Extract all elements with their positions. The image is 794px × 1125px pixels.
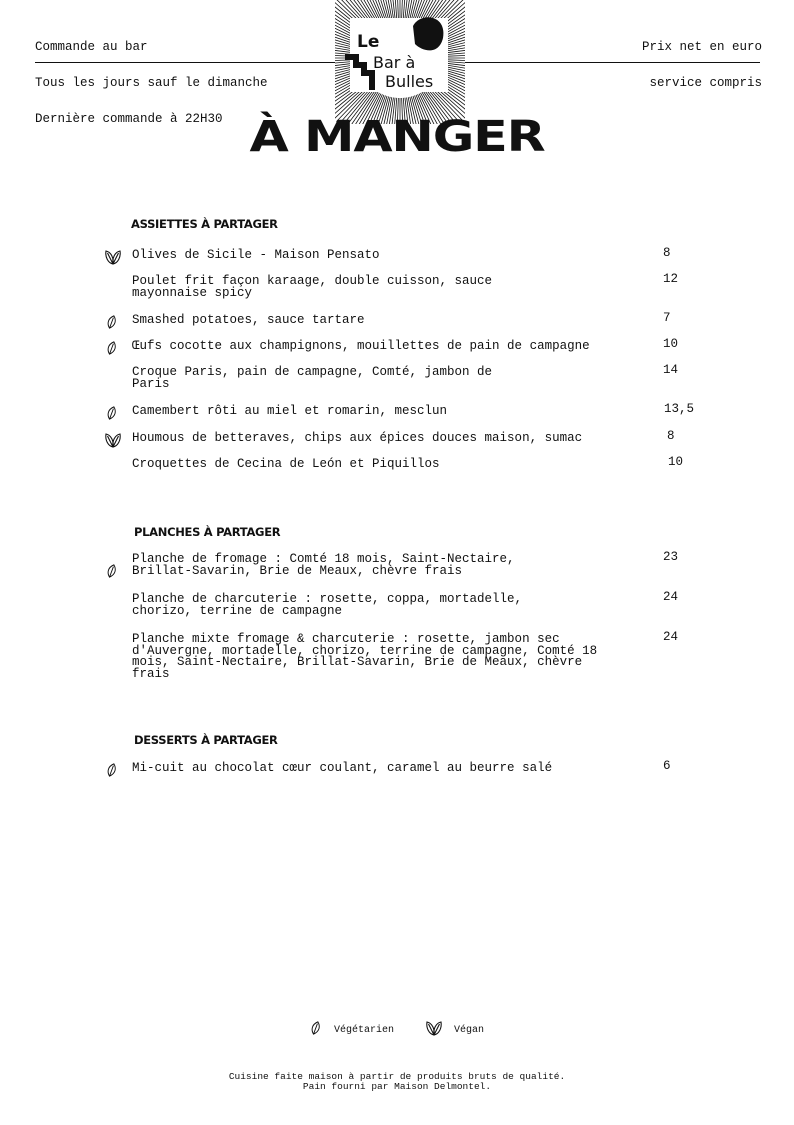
price-info: [642, 17, 762, 101]
vegetarian-leaf-icon: [106, 762, 122, 778]
menu-item-name: Œufs cocotte aux champignons, mouillettes de pain de campagne: [132, 339, 590, 353]
vegan-leaves-icon: [103, 249, 119, 265]
menu-item-price: 24: [663, 590, 679, 604]
menu-item-price: 7: [663, 311, 671, 325]
menu-item-name: Croquettes de Cecina de León et Piquillos: [132, 457, 440, 471]
logo-line-3: Bulles: [385, 72, 434, 91]
legend-vegan: Végan: [454, 1024, 485, 1036]
menu-item-name: Croque Paris, pain de campagne, Comté, jambon de Paris: [132, 365, 493, 391]
section-title: ASSIETTES À PARTAGER: [131, 217, 278, 231]
diet-legend: [0, 1020, 794, 1040]
menu-item-name: Smashed potatoes, sauce tartare: [132, 313, 365, 327]
menu-item-price: 10: [668, 455, 684, 469]
menu-item-price: 14: [663, 363, 679, 377]
last-order-line: Dernière commande à 22H30: [35, 112, 223, 126]
menu-item-name: Planche mixte fromage & charcuterie : rosette, jambon sec d'Auvergne, mortadelle, chorizo, terrine de campagne, Comté 18 mois, Saint-Nectaire, Brillat-Savarin, Brie de Meaux, chèvre frais: [132, 632, 598, 681]
price-net-line: Prix net en euro: [641, 40, 762, 54]
vegetarian-leaf-icon: [106, 563, 122, 579]
vegan-leaves-icon: [103, 432, 119, 448]
vegetarian-leaf-icon: [310, 1020, 324, 1040]
service-line: service compris: [649, 76, 762, 90]
logo-line-2: Bar à: [373, 53, 416, 72]
menu-item-price: 8: [663, 246, 671, 260]
logo: [335, 0, 465, 124]
order-info-line: Commande au bar: [35, 40, 148, 54]
menu-item-price: 23: [663, 550, 679, 564]
menu-item-price: 8: [667, 429, 675, 443]
page-title: À MANGER: [249, 112, 545, 162]
menu-item-price: 10: [663, 337, 679, 351]
logo-line-1: Le: [357, 32, 380, 52]
header-rule-right: [465, 62, 760, 63]
menu-item-price: 24: [663, 630, 679, 644]
menu-item-name: Camembert rôti au miel et romarin, mesclun: [132, 404, 448, 418]
days-info-line: Tous les jours sauf le dimanche: [35, 76, 268, 90]
footer-line-1: Cuisine faite maison à partir de produits bruts de qualité.: [228, 1071, 566, 1082]
menu-item-name: Mi-cuit au chocolat cœur coulant, caramel au beurre salé: [132, 761, 553, 775]
footer: [0, 1072, 794, 1092]
menu-item-name: Houmous de betteraves, chips aux épices douces maison, sumac: [132, 431, 583, 445]
vegetarian-leaf-icon: [106, 405, 122, 421]
header-rule-left: [35, 62, 335, 63]
menu-item-name: Olives de Sicile - Maison Pensato: [132, 248, 380, 262]
legend-vegetarian: Végétarien: [333, 1024, 394, 1036]
vegetarian-leaf-icon: [106, 340, 122, 356]
menu-item-name: Planche de charcuterie : rosette, coppa, mortadelle, chorizo, terrine de campagne: [132, 592, 523, 618]
section-title: DESSERTS À PARTAGER: [134, 733, 278, 747]
menu-item-name: Planche de fromage : Comté 18 mois, Saint-Nectaire, Brillat-Savarin, Brie de Meaux, chèvre frais: [132, 552, 515, 578]
section-title: PLANCHES À PARTAGER: [134, 525, 281, 539]
footer-line-2: Pain fourni par Maison Delmontel.: [302, 1081, 492, 1092]
menu-item-price: 13,5: [664, 402, 695, 416]
vegan-leaves-icon: [424, 1020, 444, 1040]
menu-item-name: Poulet frit façon karaage, double cuisson, sauce mayonnaise spicy: [132, 274, 493, 300]
menu-item-price: 12: [663, 272, 679, 286]
menu-item-price: 6: [663, 759, 671, 773]
vegetarian-leaf-icon: [106, 314, 122, 330]
